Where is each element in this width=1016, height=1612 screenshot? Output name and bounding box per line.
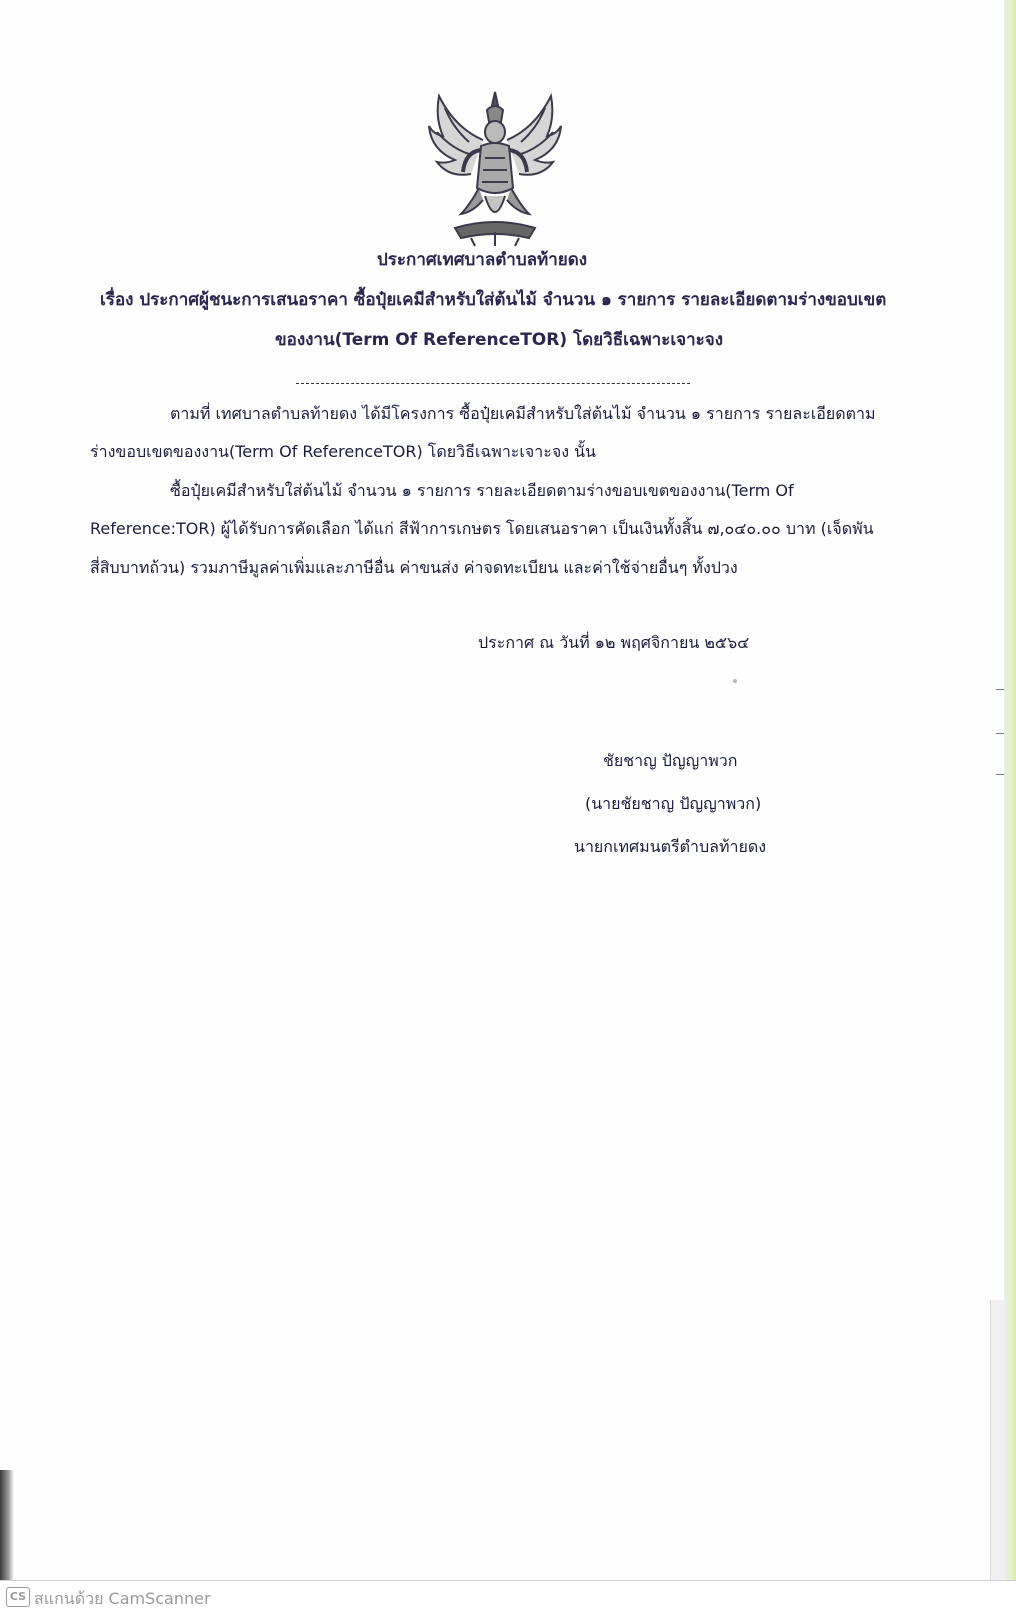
announcement-organization: ประกาศเทศบาลตำบลท้ายดง <box>377 250 588 270</box>
announcement-subject: เรื่อง ประกาศผู้ชนะการเสนอราคา ซื้อปุ๋ยเคมีสำหรับใส่ต้นไม้ จำนวน ๑ รายการ รายละเอียดตามร่างขอบเขต <box>100 290 887 310</box>
camscanner-logo-icon: CS <box>6 1587 30 1607</box>
margin-mark <box>996 733 1004 734</box>
scanner-footer <box>0 1580 1016 1612</box>
page-edge-strip <box>990 1300 1005 1580</box>
announcement-subject-continued: ของงาน(Term Of ReferenceTOR) โดยวิธีเฉพาะเจาะจง <box>275 330 724 350</box>
page-corner-shadow <box>0 1470 14 1580</box>
paragraph-1-line-2: ร่างขอบเขตของงาน(Term Of ReferenceTOR) โดยวิธีเฉพาะเจาะจง นั้น <box>90 442 596 461</box>
camscanner-watermark: สแกนด้วย CamScanner <box>34 1589 211 1608</box>
paragraph-2-line-1: ซื้อปุ๋ยเคมีสำหรับใส่ต้นไม้ จำนวน ๑ รายการ รายละเอียดตามร่างขอบเขตของงาน(Term Of <box>170 481 794 500</box>
margin-mark <box>996 774 1004 775</box>
paragraph-2-line-3: สี่สิบบาทถ้วน) รวมภาษีมูลค่าเพิ่มและภาษีอื่น ค่าขนส่ง ค่าจดทะเบียน และค่าใช้จ่ายอื่นๆ ทั้งปวง <box>90 558 738 577</box>
paragraph-1-line-1: ตามที่ เทศบาลตำบลท้ายดง ได้มีโครงการ ซื้อปุ๋ยเคมีสำหรับใส่ต้นไม้ จำนวน ๑ รายการ รายละเอียดตาม <box>170 404 876 423</box>
separator-line <box>296 383 690 384</box>
signature-name: ชัยชาญ ปัญญาพวก <box>603 751 738 770</box>
signatory-position: นายกเทศมนตรีตำบลท้ายดง <box>574 837 767 856</box>
margin-mark <box>996 689 1004 690</box>
signatory-printed-name: (นายชัยชาญ ปัญญาพวก) <box>585 794 762 813</box>
scan-speck <box>733 679 737 683</box>
paragraph-2-line-2: Reference:TOR) ผู้ได้รับการคัดเลือก ได้แก่ สีฟ้าการเกษตร โดยเสนอราคา เป็นเงินทั้งสิ้น ๗,๐๔๐.๐๐ บาท (เจ็ดพัน <box>90 519 874 538</box>
announcement-date: ประกาศ ณ วันที่ ๑๒ พฤศจิกายน ๒๕๖๔ <box>478 633 750 652</box>
page-edge-right <box>1004 0 1016 1611</box>
garuda-emblem-icon <box>425 88 565 248</box>
